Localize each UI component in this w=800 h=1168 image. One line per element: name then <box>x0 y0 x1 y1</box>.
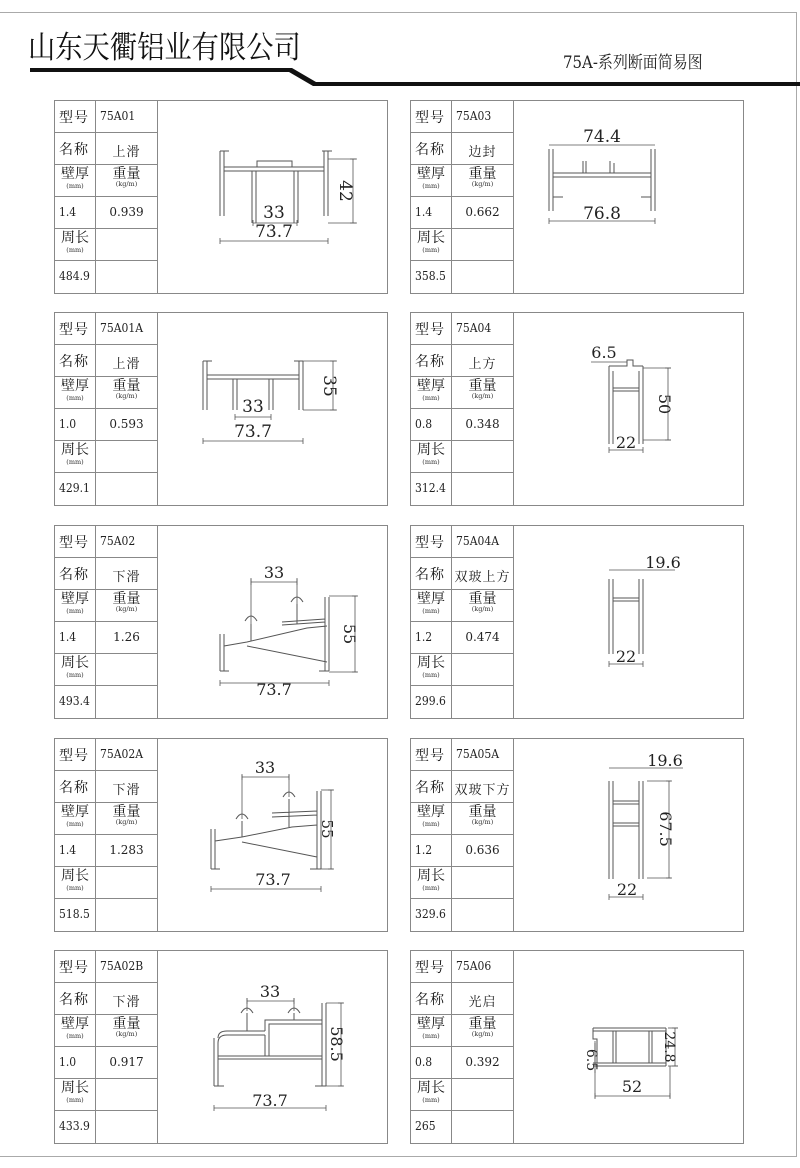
wall-thickness-value: 1.4 <box>59 205 77 219</box>
profile-diagram <box>157 101 387 293</box>
svg-text:73.7: 73.7 <box>255 870 291 889</box>
profile-diagram <box>513 101 743 293</box>
weight-unit: (kg/m) <box>115 605 138 613</box>
name-value: 双玻上方 <box>454 570 511 585</box>
perimeter-value: 312.4 <box>415 481 446 495</box>
model-label: 型号 <box>415 110 445 126</box>
profile-card-75a01 <box>54 100 388 294</box>
model-value: 75A01 <box>100 109 136 123</box>
profile-diagram <box>513 739 743 931</box>
wall-thickness-unit: (mm) <box>66 1032 84 1040</box>
name-label: 名称 <box>59 567 89 583</box>
weight-label: 重量 <box>112 591 141 607</box>
svg-text:73.7: 73.7 <box>234 422 272 442</box>
model-value: 75A04 <box>456 321 492 335</box>
name-value: 上滑 <box>112 357 141 372</box>
weight-value: 0.593 <box>109 417 144 431</box>
perimeter-unit: (mm) <box>66 1096 84 1104</box>
perimeter-label: 周长 <box>61 230 89 246</box>
name-value: 下滑 <box>112 995 141 1010</box>
thickness-weight-value-row <box>411 1047 513 1079</box>
thickness-weight-header-row <box>55 803 157 835</box>
perimeter-unit: (mm) <box>66 671 84 679</box>
thickness-weight-header-row <box>411 1015 513 1047</box>
model-row <box>55 951 157 983</box>
perimeter-header-row <box>411 441 513 473</box>
spec-table <box>411 739 514 931</box>
model-row <box>411 101 513 133</box>
profile-diagram <box>157 313 387 505</box>
thickness-weight-value-row <box>55 409 157 441</box>
model-row <box>411 313 513 345</box>
wall-thickness-unit: (mm) <box>66 607 84 615</box>
name-row <box>411 771 513 803</box>
wall-thickness-unit: (mm) <box>66 394 84 402</box>
perimeter-label: 周长 <box>417 655 445 671</box>
thickness-weight-value-row <box>411 409 513 441</box>
perimeter-unit: (mm) <box>422 1096 440 1104</box>
wall-thickness-label: 壁厚 <box>417 804 445 820</box>
weight-label: 重量 <box>468 591 497 607</box>
spec-table <box>55 313 158 505</box>
thickness-weight-header-row <box>411 165 513 197</box>
perimeter-value-row <box>411 473 513 506</box>
perimeter-label: 周长 <box>61 868 89 884</box>
name-value: 光启 <box>468 995 497 1010</box>
model-row <box>55 739 157 771</box>
name-label: 名称 <box>415 142 445 158</box>
profile-diagram <box>157 951 387 1143</box>
perimeter-header-row <box>411 654 513 686</box>
weight-unit: (kg/m) <box>115 392 138 400</box>
wall-thickness-value: 0.8 <box>415 417 433 431</box>
perimeter-header-row <box>55 441 157 473</box>
header-rule <box>0 60 800 88</box>
svg-text:52: 52 <box>621 1077 643 1096</box>
weight-value: 0.348 <box>465 417 500 431</box>
weight-label: 重量 <box>468 1016 497 1032</box>
perimeter-value-row <box>55 686 157 719</box>
wall-thickness-unit: (mm) <box>422 1032 440 1040</box>
spec-table <box>411 526 514 718</box>
name-value: 边封 <box>468 145 497 160</box>
model-row <box>55 101 157 133</box>
perimeter-header-row <box>411 229 513 261</box>
weight-label: 重量 <box>468 378 497 394</box>
svg-text:33: 33 <box>242 397 264 417</box>
wall-thickness-unit: (mm) <box>422 394 440 402</box>
name-label: 名称 <box>59 992 89 1008</box>
perimeter-value-row <box>411 261 513 294</box>
spec-table <box>411 951 514 1143</box>
model-value: 75A01A <box>100 321 144 335</box>
cross-section-drawing-75a03 <box>513 101 743 293</box>
model-row <box>411 739 513 771</box>
cross-section-drawing-75a04 <box>513 313 743 505</box>
svg-text:35: 35 <box>319 375 339 397</box>
profile-card-75a05a <box>410 738 744 932</box>
name-row <box>55 558 157 590</box>
perimeter-value-row <box>411 1111 513 1144</box>
profile-diagram <box>157 739 387 931</box>
name-label: 名称 <box>59 780 89 796</box>
weight-value: 0.662 <box>465 205 500 219</box>
weight-unit: (kg/m) <box>471 180 494 188</box>
company-name: 山东天衢铝业有限公司 <box>28 30 301 66</box>
model-label: 型号 <box>415 748 445 764</box>
name-label: 名称 <box>415 567 445 583</box>
wall-thickness-value: 1.4 <box>59 630 77 644</box>
name-row <box>55 983 157 1015</box>
svg-text:19.6: 19.6 <box>647 751 683 770</box>
perimeter-header-row <box>55 867 157 899</box>
thickness-weight-value-row <box>411 197 513 229</box>
profile-card-75a06 <box>410 950 744 1144</box>
perimeter-unit: (mm) <box>422 458 440 466</box>
cross-section-drawing-75a02a <box>157 739 387 931</box>
model-label: 型号 <box>59 322 89 338</box>
wall-thickness-unit: (mm) <box>422 607 440 615</box>
thickness-weight-value-row <box>55 622 157 654</box>
perimeter-label: 周长 <box>61 1080 89 1096</box>
svg-text:73.7: 73.7 <box>255 222 293 242</box>
perimeter-label: 周长 <box>417 442 445 458</box>
name-row <box>411 983 513 1015</box>
perimeter-label: 周长 <box>417 868 445 884</box>
model-label: 型号 <box>415 322 445 338</box>
wall-thickness-label: 壁厚 <box>417 1016 445 1032</box>
svg-text:73.7: 73.7 <box>252 1091 288 1110</box>
name-row <box>55 133 157 165</box>
profile-diagram <box>157 526 387 718</box>
perimeter-value: 518.5 <box>59 907 90 921</box>
name-value: 下滑 <box>112 783 141 798</box>
wall-thickness-unit: (mm) <box>422 182 440 190</box>
thickness-weight-header-row <box>411 803 513 835</box>
model-label: 型号 <box>415 535 445 551</box>
profile-diagram <box>513 313 743 505</box>
model-row <box>55 526 157 558</box>
wall-thickness-label: 壁厚 <box>417 591 445 607</box>
svg-text:55: 55 <box>340 623 359 645</box>
profile-card-75a03 <box>410 100 744 294</box>
weight-value: 0.939 <box>109 205 144 219</box>
profile-diagram <box>513 951 743 1143</box>
cross-section-drawing-75a04a <box>513 526 743 718</box>
perimeter-value-row <box>55 261 157 294</box>
wall-thickness-label: 壁厚 <box>417 378 445 394</box>
thickness-weight-value-row <box>55 197 157 229</box>
name-value: 下滑 <box>112 570 141 585</box>
wall-thickness-label: 壁厚 <box>61 166 89 182</box>
wall-thickness-label: 壁厚 <box>61 591 89 607</box>
svg-text:19.6: 19.6 <box>645 553 681 572</box>
thickness-weight-header-row <box>411 377 513 409</box>
model-value: 75A02 <box>100 534 136 548</box>
svg-text:76.8: 76.8 <box>583 204 621 224</box>
page-subtitle: 75A-系列断面简易图 <box>563 53 703 73</box>
model-label: 型号 <box>59 748 89 764</box>
perimeter-value-row <box>411 686 513 719</box>
perimeter-header-row <box>55 654 157 686</box>
wall-thickness-unit: (mm) <box>422 820 440 828</box>
perimeter-value: 433.9 <box>59 1119 90 1133</box>
profile-card-75a01a <box>54 312 388 506</box>
perimeter-value: 493.4 <box>59 694 90 708</box>
profile-card-75a02 <box>54 525 388 719</box>
perimeter-label: 周长 <box>417 1080 445 1096</box>
model-label: 型号 <box>59 535 89 551</box>
profile-card-75a04a <box>410 525 744 719</box>
perimeter-value: 484.9 <box>59 269 90 283</box>
perimeter-label: 周长 <box>417 230 445 246</box>
perimeter-value-row <box>411 899 513 932</box>
wall-thickness-value: 1.4 <box>59 843 77 857</box>
name-value: 双玻下方 <box>454 783 511 798</box>
name-label: 名称 <box>415 354 445 370</box>
wall-thickness-unit: (mm) <box>66 182 84 190</box>
perimeter-value-row <box>55 473 157 506</box>
model-row <box>55 313 157 345</box>
wall-thickness-label: 壁厚 <box>61 378 89 394</box>
svg-text:58.5: 58.5 <box>327 1026 346 1062</box>
spec-table <box>411 101 514 293</box>
wall-thickness-value: 1.4 <box>415 205 433 219</box>
perimeter-header-row <box>411 1079 513 1111</box>
model-row <box>411 951 513 983</box>
name-row <box>411 133 513 165</box>
perimeter-header-row <box>55 229 157 261</box>
name-value: 上滑 <box>112 145 141 160</box>
weight-value: 0.474 <box>465 630 500 644</box>
svg-text:24.8: 24.8 <box>661 1031 677 1063</box>
perimeter-value: 429.1 <box>59 481 90 495</box>
perimeter-value: 265 <box>415 1119 436 1133</box>
wall-thickness-value: 0.8 <box>415 1055 433 1069</box>
weight-value: 1.283 <box>109 843 144 857</box>
weight-label: 重量 <box>112 378 141 394</box>
wall-thickness-label: 壁厚 <box>417 166 445 182</box>
weight-unit: (kg/m) <box>115 180 138 188</box>
profile-card-75a02b <box>54 950 388 1144</box>
svg-text:33: 33 <box>263 563 285 582</box>
thickness-weight-header-row <box>55 377 157 409</box>
thickness-weight-value-row <box>411 622 513 654</box>
svg-text:33: 33 <box>259 982 281 1001</box>
perimeter-unit: (mm) <box>66 458 84 466</box>
weight-unit: (kg/m) <box>471 1030 494 1038</box>
cross-section-drawing-75a06 <box>513 951 743 1143</box>
cross-section-drawing-75a01a <box>157 313 387 505</box>
perimeter-value: 299.6 <box>415 694 446 708</box>
perimeter-value: 329.6 <box>415 907 446 921</box>
profile-card-75a02a <box>54 738 388 932</box>
weight-label: 重量 <box>112 1016 141 1032</box>
perimeter-unit: (mm) <box>422 246 440 254</box>
svg-text:55: 55 <box>318 819 336 839</box>
name-value: 上方 <box>468 357 497 372</box>
model-row <box>411 526 513 558</box>
weight-unit: (kg/m) <box>471 605 494 613</box>
name-label: 名称 <box>415 780 445 796</box>
name-row <box>411 558 513 590</box>
weight-unit: (kg/m) <box>471 392 494 400</box>
perimeter-unit: (mm) <box>66 246 84 254</box>
model-value: 75A03 <box>456 109 492 123</box>
wall-thickness-value: 1.0 <box>59 417 77 431</box>
svg-text:6.5: 6.5 <box>583 1048 599 1072</box>
weight-label: 重量 <box>112 166 141 182</box>
name-row <box>55 771 157 803</box>
svg-text:67.5: 67.5 <box>656 811 675 847</box>
model-value: 75A06 <box>456 959 492 973</box>
model-value: 75A02A <box>100 747 144 761</box>
wall-thickness-value: 1.2 <box>415 843 433 857</box>
perimeter-value: 358.5 <box>415 269 446 283</box>
model-label: 型号 <box>415 960 445 976</box>
thickness-weight-header-row <box>55 165 157 197</box>
cross-section-drawing-75a05a <box>513 739 743 931</box>
weight-label: 重量 <box>468 804 497 820</box>
svg-text:42: 42 <box>335 180 355 202</box>
name-label: 名称 <box>59 142 89 158</box>
cross-section-drawing-75a02b <box>157 951 387 1143</box>
perimeter-label: 周长 <box>61 442 89 458</box>
name-label: 名称 <box>59 354 89 370</box>
profile-diagram <box>513 526 743 718</box>
model-value: 75A04A <box>456 534 500 548</box>
thickness-weight-header-row <box>55 1015 157 1047</box>
weight-value: 1.26 <box>113 630 140 644</box>
weight-unit: (kg/m) <box>471 818 494 826</box>
wall-thickness-value: 1.0 <box>59 1055 77 1069</box>
model-value: 75A05A <box>456 747 500 761</box>
weight-unit: (kg/m) <box>115 1030 138 1038</box>
wall-thickness-value: 1.2 <box>415 630 433 644</box>
model-label: 型号 <box>59 960 89 976</box>
thickness-weight-value-row <box>411 835 513 867</box>
perimeter-unit: (mm) <box>422 884 440 892</box>
perimeter-unit: (mm) <box>66 884 84 892</box>
spec-table <box>55 101 158 293</box>
svg-text:33: 33 <box>263 203 285 223</box>
cross-section-drawing-75a02 <box>157 526 387 718</box>
thickness-weight-value-row <box>55 835 157 867</box>
name-row <box>411 345 513 377</box>
weight-unit: (kg/m) <box>115 818 138 826</box>
cross-section-drawing-75a01 <box>157 101 387 293</box>
weight-value: 0.392 <box>465 1055 500 1069</box>
weight-label: 重量 <box>468 166 497 182</box>
model-label: 型号 <box>59 110 89 126</box>
svg-text:74.4: 74.4 <box>583 127 621 147</box>
profile-card-75a04 <box>410 312 744 506</box>
perimeter-value-row <box>55 1111 157 1144</box>
svg-text:22: 22 <box>616 880 638 899</box>
thickness-weight-value-row <box>55 1047 157 1079</box>
wall-thickness-label: 壁厚 <box>61 1016 89 1032</box>
spec-table <box>55 739 158 931</box>
spec-table <box>55 951 158 1143</box>
svg-text:33: 33 <box>254 758 276 777</box>
weight-label: 重量 <box>112 804 141 820</box>
perimeter-value-row <box>55 899 157 932</box>
perimeter-header-row <box>55 1079 157 1111</box>
name-row <box>55 345 157 377</box>
svg-text:6.5: 6.5 <box>591 343 617 362</box>
svg-text:50: 50 <box>655 393 674 415</box>
wall-thickness-label: 壁厚 <box>61 804 89 820</box>
perimeter-label: 周长 <box>61 655 89 671</box>
model-value: 75A02B <box>100 959 144 973</box>
perimeter-unit: (mm) <box>422 671 440 679</box>
wall-thickness-unit: (mm) <box>66 820 84 828</box>
name-label: 名称 <box>415 992 445 1008</box>
perimeter-header-row <box>411 867 513 899</box>
spec-table <box>411 313 514 505</box>
weight-value: 0.917 <box>109 1055 144 1069</box>
svg-text:22: 22 <box>615 647 637 666</box>
svg-text:73.7: 73.7 <box>256 680 292 699</box>
spec-table <box>55 526 158 718</box>
svg-text:22: 22 <box>615 433 637 452</box>
thickness-weight-header-row <box>55 590 157 622</box>
thickness-weight-header-row <box>411 590 513 622</box>
weight-value: 0.636 <box>465 843 500 857</box>
